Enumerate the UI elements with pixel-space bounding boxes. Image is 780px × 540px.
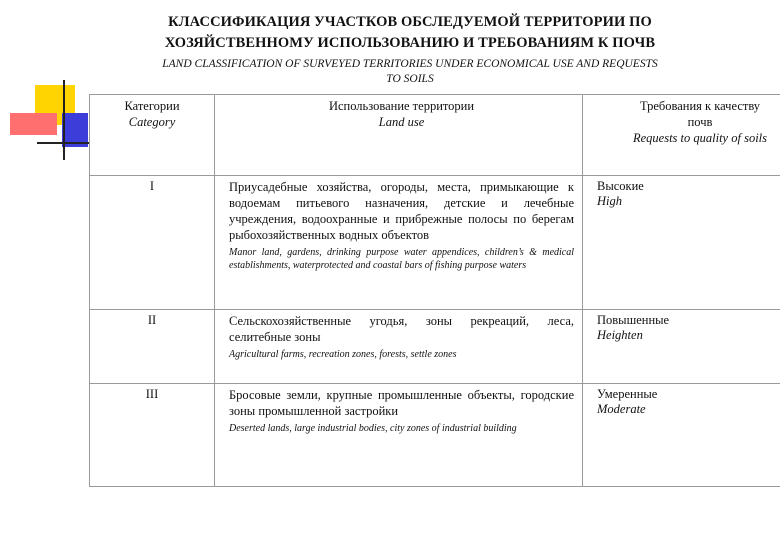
land-use-ru: Приусадебные хозяйства, огороды, места, примыкающие к водоемам питьевого назначения, детские и лечебные учреждения, водоохранные и прибрежные полосы по берегам рыбохозяйственных водных объектов [229, 180, 574, 242]
header-land-use-ru: Использование территории [328, 99, 475, 113]
land-use-en: Deserted lands, large industrial bodies, city zones of industrial building [229, 423, 517, 434]
requests-ru: Высокие [597, 179, 644, 193]
category-cell: III [90, 384, 215, 487]
land-use-en: Agricultural farms, recreation zones, forests, settle zones [229, 349, 457, 360]
subtitle-line-1: LAND CLASSIFICATION OF SURVEYED TERRITORIES UNDER ECONOMICAL USE AND REQUESTS [162, 58, 658, 70]
requests-en: Heighten [597, 328, 643, 342]
header-requests-ru-2: почв [687, 115, 713, 129]
decor-red-bar [10, 113, 57, 135]
header-category [90, 95, 215, 176]
header-requests-en: Requests to quality of soils [632, 131, 768, 145]
header-requests [583, 95, 780, 176]
classification-table [89, 94, 780, 487]
requests-ru: Повышенные [597, 313, 670, 327]
land-use-ru: Бросовые земли, крупные промышленные объекты, городские зоны промышленной застройки [229, 388, 574, 418]
page-subtitle [100, 57, 720, 87]
table-row [90, 310, 780, 384]
header-land-use [215, 95, 583, 176]
subtitle-line-2: TO SOILS [386, 73, 434, 85]
requests-cell [583, 384, 780, 487]
table-header-row [90, 95, 780, 176]
requests-en: High [597, 194, 622, 208]
header-requests-ru-1: Требования к качеству [639, 99, 761, 113]
requests-ru: Умеренные [597, 387, 658, 401]
decor-vertical-line [63, 80, 65, 160]
table-row [90, 384, 780, 487]
title-line-1: КЛАССИФИКАЦИЯ УЧАСТКОВ ОБСЛЕДУЕМОЙ ТЕРРИТОРИИ ПО [168, 14, 652, 30]
category-cell: I [90, 176, 215, 310]
requests-cell [583, 310, 780, 384]
header-category-en: Category [128, 115, 176, 129]
header-category-ru: Категории [124, 99, 180, 113]
table-row [90, 176, 780, 310]
title-line-2: ХОЗЯЙСТВЕННОМУ ИСПОЛЬЗОВАНИЮ И ТРЕБОВАНИЯМ К ПОЧВ [164, 35, 656, 51]
decor-horizontal-line [37, 142, 89, 144]
requests-en: Moderate [597, 402, 646, 416]
land-use-cell [215, 176, 583, 310]
requests-cell [583, 176, 780, 310]
header-land-use-en: Land use [378, 115, 425, 129]
land-use-cell [215, 310, 583, 384]
page-title [100, 12, 720, 54]
land-use-cell [215, 384, 583, 487]
category-cell: II [90, 310, 215, 384]
land-use-ru: Сельскохозяйственные угодья, зоны рекреаций, леса, селитебные зоны [229, 314, 574, 344]
land-use-en: Manor land, gardens, drinking purpose water appendices, children’s & medical establishments, waterprotected and coastal bars of fishing purpose waters [229, 247, 574, 271]
